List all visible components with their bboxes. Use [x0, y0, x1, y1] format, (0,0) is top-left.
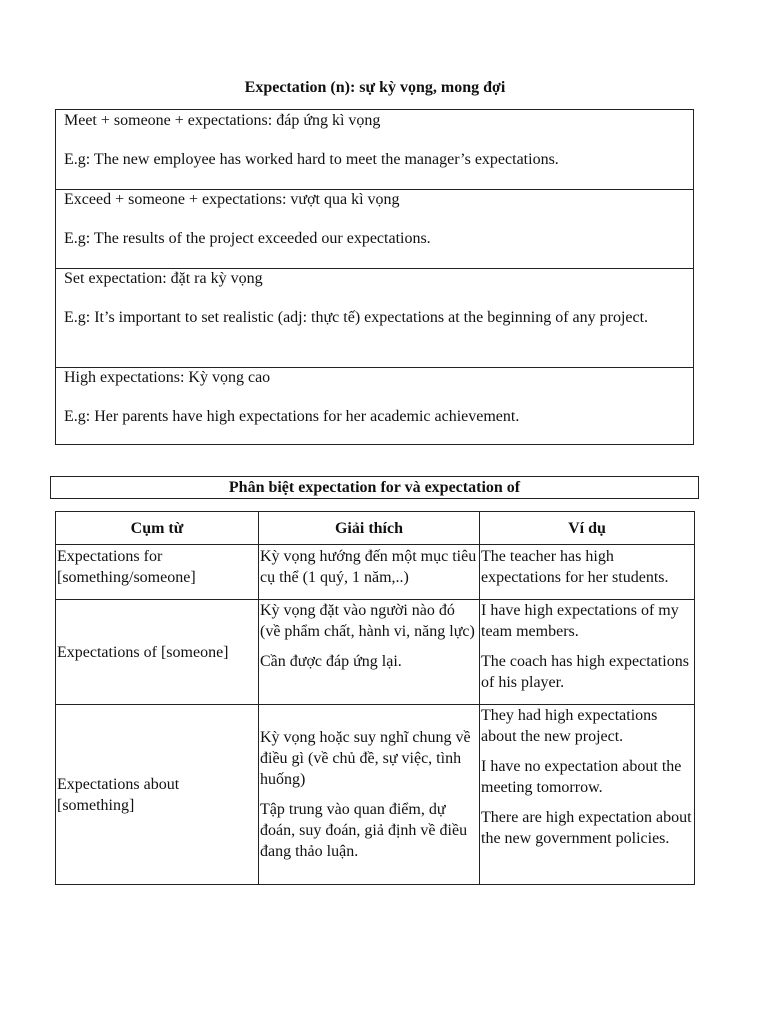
explanation-cell: [259, 705, 480, 885]
usage-phrase: Meet + someone + expectations: đáp ứng kì vọng: [64, 112, 381, 129]
usage-example: E.g: Her parents have high expectations for her academic achievement.: [64, 408, 520, 425]
example-text: They had high expectations about the new project.: [481, 707, 658, 745]
usage-example: E.g: The new employee has worked hard to meet the manager’s expectations.: [64, 151, 559, 168]
explanation-text: Kỳ vọng hoặc suy nghĩ chung về điều gì (về chủ đề, sự việc, tình huống): [260, 729, 471, 788]
explanation-text: Kỳ vọng đặt vào người nào đó (về phẩm chất, hành vi, năng lực): [260, 602, 475, 640]
explanation-text: Tập trung vào quan điểm, dự đoán, suy đoán, giả định về điều đang thảo luận.: [260, 801, 468, 860]
usage-phrase: Exceed + someone + expectations: vượt qua kì vọng: [64, 191, 400, 208]
usage-example: E.g: It’s important to set realistic (adj: thực tế) expectations at the beginning of any project.: [64, 309, 649, 326]
usage-phrase: Set expectation: đặt ra kỳ vọng: [64, 270, 263, 287]
phrase-text: Expectations for [something/someone]: [57, 548, 196, 586]
explanation-cell: [259, 600, 480, 705]
example-cell: [480, 705, 695, 885]
header-phrase: Cụm từ: [56, 512, 259, 545]
phrase-text: Expectations of [someone]: [57, 643, 229, 661]
usage-section-meet: [56, 111, 693, 170]
phrase-cell: [56, 705, 259, 885]
table-row: [56, 545, 695, 600]
explanation-text: Kỳ vọng hướng đến một mục tiêu cụ thể (1 quý, 1 năm,..): [260, 548, 477, 586]
phrase-cell: [56, 545, 259, 600]
usage-box: [55, 109, 694, 445]
usage-section-set: [56, 269, 693, 328]
comparison-heading: Phân biệt expectation for và expectation of: [50, 476, 699, 499]
comparison-table: [55, 511, 695, 885]
table-header-row: [56, 512, 695, 545]
example-text: There are high expectation about the new government policies.: [481, 809, 692, 847]
example-cell: [480, 600, 695, 705]
explanation-cell: [259, 545, 480, 600]
example-text: The coach has high expectations of his player.: [481, 653, 689, 691]
example-text: I have high expectations of my team members.: [481, 602, 679, 640]
usage-example: E.g: The results of the project exceeded our expectations.: [64, 230, 431, 247]
example-text: The teacher has high expectations for her students.: [481, 548, 669, 586]
table-row: [56, 600, 695, 705]
phrase-cell: [56, 600, 259, 705]
page-title: Expectation (n): sự kỳ vọng, mong đợi: [244, 79, 506, 96]
header-explanation: Giải thích: [259, 512, 480, 545]
phrase-text: Expectations about [something]: [57, 775, 180, 814]
explanation-text: Cần được đáp ứng lại.: [260, 653, 402, 670]
example-cell: [480, 545, 695, 600]
table-row: [56, 705, 695, 885]
usage-phrase: High expectations: Kỳ vọng cao: [64, 369, 271, 386]
example-text: I have no expectation about the meeting tomorrow.: [481, 758, 682, 796]
usage-section-high: [56, 368, 693, 427]
header-example: Ví dụ: [480, 512, 695, 545]
usage-section-exceed: [56, 190, 693, 249]
